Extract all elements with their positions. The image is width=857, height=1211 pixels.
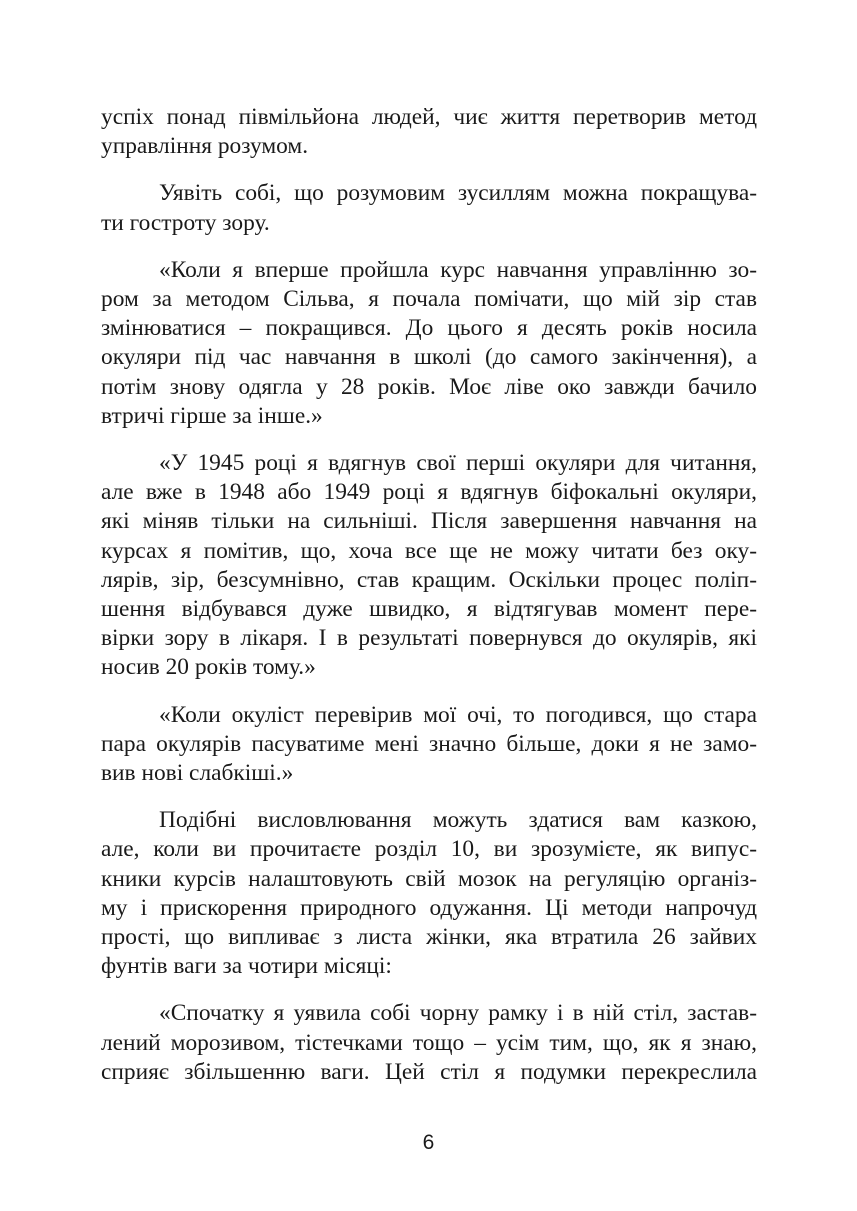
paragraph-1 [101, 103, 757, 161]
text-line: кники курсів налаштовують свій мозок на регуляцію організ- [101, 865, 757, 892]
text-line: «Коли я вперше пройшла курс навчання управлінню зо- [159, 256, 757, 283]
paragraph-2 [101, 179, 757, 237]
text-line: але, коли ви прочитаєте розділ 10, ви зрозумієте, як випус- [101, 836, 757, 863]
text-line: окуляри під час навчання в школі (до самого закінчення), а [101, 344, 757, 371]
text-line: успіх понад півмільйона людей, чиє життя перетворив метод [101, 104, 757, 130]
text-line: Уявіть собі, що розумовим зусиллям можна покращува- [159, 180, 757, 207]
text-line: носив 20 років тому.» [101, 654, 316, 681]
text-line: шення відбувався дуже швидко, я відтягував момент пере- [101, 596, 757, 623]
paragraph-6 [101, 806, 757, 981]
text-line: «Коли окуліст перевірив мої очі, то погодився, що стара [159, 701, 757, 728]
text-line: лярів, зір, безсумнівно, став кращим. Оскільки процес поліп- [101, 566, 757, 593]
text-line: змінюватися – покращився. До цього я десять років носила [101, 315, 757, 342]
page-number: 6 [422, 1131, 435, 1154]
text-line: прості, що випливає з листа жінки, яка втратила 26 зайвих [101, 924, 757, 951]
text-line: ром за методом Сільва, я почала помічати, що мій зір став [101, 286, 757, 313]
paragraph-5 [101, 701, 757, 789]
text-line: управління розумом. [101, 133, 309, 160]
text-line: пара окулярів пасуватиме мені значно більше, доки я не замо- [101, 730, 757, 757]
text-line: але вже в 1948 або 1949 році я вдягнув біфокальні окуляри, [101, 479, 757, 506]
body-text [101, 103, 757, 1105]
text-line: які міняв тільки на сильніші. Після завершення навчання на [101, 508, 757, 535]
paragraph-3 [101, 256, 757, 431]
paragraph-7 [101, 999, 757, 1087]
paragraph-4 [101, 449, 757, 683]
text-line: Подібні висловлювання можуть здатися вам казкою, [159, 807, 757, 834]
text-line: втричі гірше за інше.» [101, 402, 323, 429]
text-line: му і прискорення природного одужання. Ці методи напрочуд [101, 894, 757, 921]
text-line: «Спочатку я уявила собі чорну рамку і в ній стіл, застав- [159, 1000, 757, 1027]
text-line: фунтів ваги за чотири місяці: [101, 953, 392, 980]
text-line: «У 1945 році я вдягнув свої перші окуляри для читання, [159, 450, 757, 477]
text-line: вірки зору в лікаря. І в результаті повернувся до окулярів, які [101, 625, 757, 652]
text-line: сприяє збільшенню ваги. Цей стіл я подумки перекреслила [101, 1058, 757, 1085]
text-line: потім знову одягла у 28 років. Моє ліве око завжди бачило [101, 373, 757, 400]
text-line: курсах я помітив, що, хоча все ще не можу читати без оку- [101, 537, 757, 564]
text-line: вив нові слабкіші.» [101, 760, 294, 787]
text-line: лений морозивом, тістечками тощо – усім тим, що, як я знаю, [101, 1029, 757, 1056]
text-line: ти гостроту зору. [101, 209, 270, 236]
